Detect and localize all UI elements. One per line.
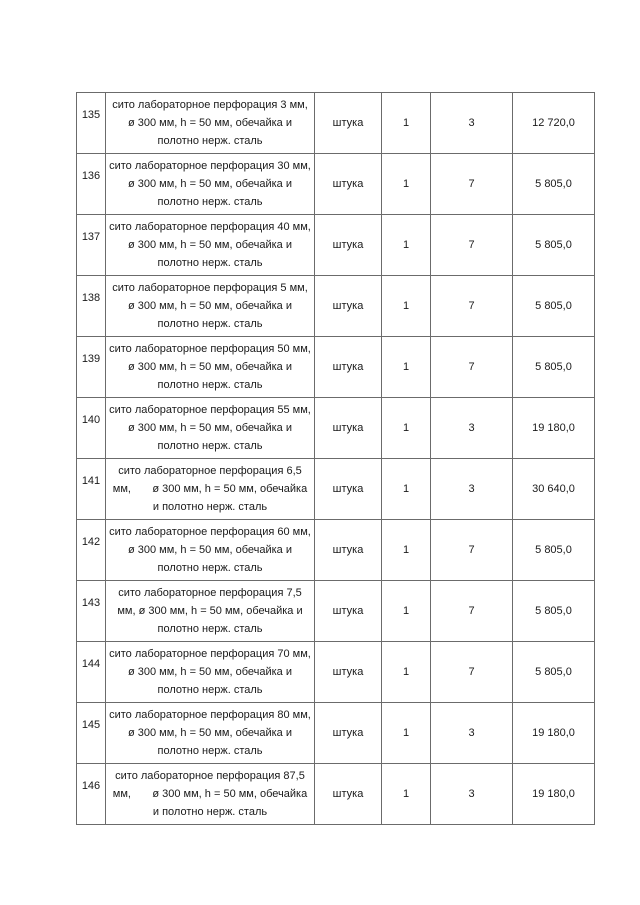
item-name-line: сито лабораторное перфорация 80 мм, [109,709,311,721]
table-row [77,642,595,703]
item-name-cell [106,337,315,398]
quantity-cell: 1 [382,703,431,764]
item-name-line: ø 300 мм, h = 50 мм, обечайка и [127,300,293,312]
item-name-line: ø 300 мм, h = 50 мм, обечайка и [127,422,293,434]
quantity-cell: 1 [382,642,431,703]
item-name-cell [106,520,315,581]
item-name-line: сито лабораторное перфорация 50 мм, [109,343,311,355]
item-name-cell [106,459,315,520]
term-cell: 7 [431,520,513,581]
item-name-cell [106,581,315,642]
row-number-cell [77,215,106,276]
unit-cell: штука [315,398,382,459]
item-name-cell [106,93,315,154]
table-row [77,215,595,276]
quantity-cell: 1 [382,459,431,520]
price-cell: 5 805,0 [513,154,595,215]
quantity-cell: 1 [382,215,431,276]
term-cell: 7 [431,581,513,642]
price-cell: 5 805,0 [513,581,595,642]
unit-cell: штука [315,581,382,642]
item-name-line: ø 300 мм, h = 50 мм, обечайка и [127,666,293,678]
table-row [77,703,595,764]
item-name-line: сито лабораторное перфорация 3 мм, [112,99,308,111]
unit-cell: штука [315,459,382,520]
price-cell: 5 805,0 [513,642,595,703]
row-number-cell [77,764,106,825]
item-name-line: сито лабораторное перфорация 30 мм, [109,160,311,172]
table-row [77,337,595,398]
item-name-cell [106,703,315,764]
row-number-cell [77,642,106,703]
row-number: 143 [81,596,101,609]
item-name-line: полотно нерж. сталь [157,623,263,635]
item-name-line: и полотно нерж. сталь [152,806,268,818]
unit-cell: штука [315,276,382,337]
item-name-line: и полотно нерж. сталь [152,501,268,513]
price-cell: 19 180,0 [513,398,595,459]
item-name-cell [106,276,315,337]
quantity-cell: 1 [382,93,431,154]
row-number: 146 [81,779,101,792]
row-number-cell [77,703,106,764]
item-name-line: ø 300 мм, h = 50 мм, обечайка и [127,544,293,556]
quantity-cell: 1 [382,520,431,581]
row-number: 138 [81,291,101,304]
item-name-line: сито лабораторное перфорация 87,5 [115,770,305,782]
row-number-cell [77,520,106,581]
item-name-line: полотно нерж. сталь [157,684,263,696]
table-row [77,459,595,520]
row-number-cell [77,337,106,398]
unit-cell: штука [315,93,382,154]
item-name-line: ø 300 мм, h = 50 мм, обечайка и [127,361,293,373]
item-name-line: полотно нерж. сталь [157,196,263,208]
price-cell: 5 805,0 [513,215,595,276]
row-number: 144 [81,657,101,670]
term-cell: 7 [431,337,513,398]
item-name-line: сито лабораторное перфорация 6,5 [118,465,302,477]
term-cell: 7 [431,276,513,337]
item-name-line: мм, ø 300 мм, h = 50 мм, обечайка [112,483,308,495]
price-cell: 30 640,0 [513,459,595,520]
table-row [77,154,595,215]
item-name-line: полотно нерж. сталь [157,562,263,574]
item-name-line: ø 300 мм, h = 50 мм, обечайка и [127,178,293,190]
unit-cell: штука [315,764,382,825]
quantity-cell: 1 [382,337,431,398]
term-cell: 7 [431,642,513,703]
specification-table [76,92,595,825]
table-row [77,93,595,154]
item-name-cell [106,764,315,825]
item-name-line: сито лабораторное перфорация 40 мм, [109,221,311,233]
row-number-cell [77,398,106,459]
row-number-cell [77,154,106,215]
table-row [77,276,595,337]
row-number: 145 [81,718,101,731]
item-name-line: полотно нерж. сталь [157,379,263,391]
row-number: 142 [81,535,101,548]
item-name-line: ø 300 мм, h = 50 мм, обечайка и [127,727,293,739]
unit-cell: штука [315,337,382,398]
row-number: 137 [81,230,101,243]
item-name-line: сито лабораторное перфорация 5 мм, [112,282,308,294]
price-cell: 12 720,0 [513,93,595,154]
unit-cell: штука [315,215,382,276]
quantity-cell: 1 [382,276,431,337]
row-number: 140 [81,413,101,426]
item-name-line: сито лабораторное перфорация 60 мм, [109,526,311,538]
term-cell: 3 [431,93,513,154]
item-name-line: полотно нерж. сталь [157,745,263,757]
item-name-line: ø 300 мм, h = 50 мм, обечайка и [127,117,293,129]
item-name-line: сито лабораторное перфорация 70 мм, [109,648,311,660]
term-cell: 3 [431,398,513,459]
term-cell: 3 [431,703,513,764]
quantity-cell: 1 [382,764,431,825]
item-name-line: полотно нерж. сталь [157,257,263,269]
unit-cell: штука [315,703,382,764]
quantity-cell: 1 [382,581,431,642]
quantity-cell: 1 [382,154,431,215]
item-name-line: мм, ø 300 мм, h = 50 мм, обечайка и [117,605,303,617]
unit-cell: штука [315,154,382,215]
unit-cell: штука [315,520,382,581]
table-body [77,93,595,825]
table-row [77,520,595,581]
item-name-line: ø 300 мм, h = 50 мм, обечайка и [127,239,293,251]
item-name-cell [106,154,315,215]
row-number: 135 [81,108,101,121]
table-row [77,581,595,642]
item-name-line: сито лабораторное перфорация 7,5 [118,587,302,599]
row-number-cell [77,93,106,154]
term-cell: 3 [431,459,513,520]
item-name-cell [106,642,315,703]
price-cell: 5 805,0 [513,337,595,398]
row-number-cell [77,581,106,642]
item-name-cell [106,215,315,276]
quantity-cell: 1 [382,398,431,459]
table-row [77,398,595,459]
row-number-cell [77,276,106,337]
term-cell: 3 [431,764,513,825]
price-cell: 19 180,0 [513,703,595,764]
row-number-cell [77,459,106,520]
term-cell: 7 [431,154,513,215]
item-name-line: мм, ø 300 мм, h = 50 мм, обечайка [112,788,308,800]
price-cell: 5 805,0 [513,520,595,581]
item-name-line: полотно нерж. сталь [157,440,263,452]
term-cell: 7 [431,215,513,276]
unit-cell: штука [315,642,382,703]
table-row [77,764,595,825]
item-name-line: полотно нерж. сталь [157,135,263,147]
row-number: 136 [81,169,101,182]
item-name-line: полотно нерж. сталь [157,318,263,330]
row-number: 141 [81,474,101,487]
item-name-line: сито лабораторное перфорация 55 мм, [109,404,311,416]
item-name-cell [106,398,315,459]
price-cell: 5 805,0 [513,276,595,337]
row-number: 139 [81,352,101,365]
price-cell: 19 180,0 [513,764,595,825]
